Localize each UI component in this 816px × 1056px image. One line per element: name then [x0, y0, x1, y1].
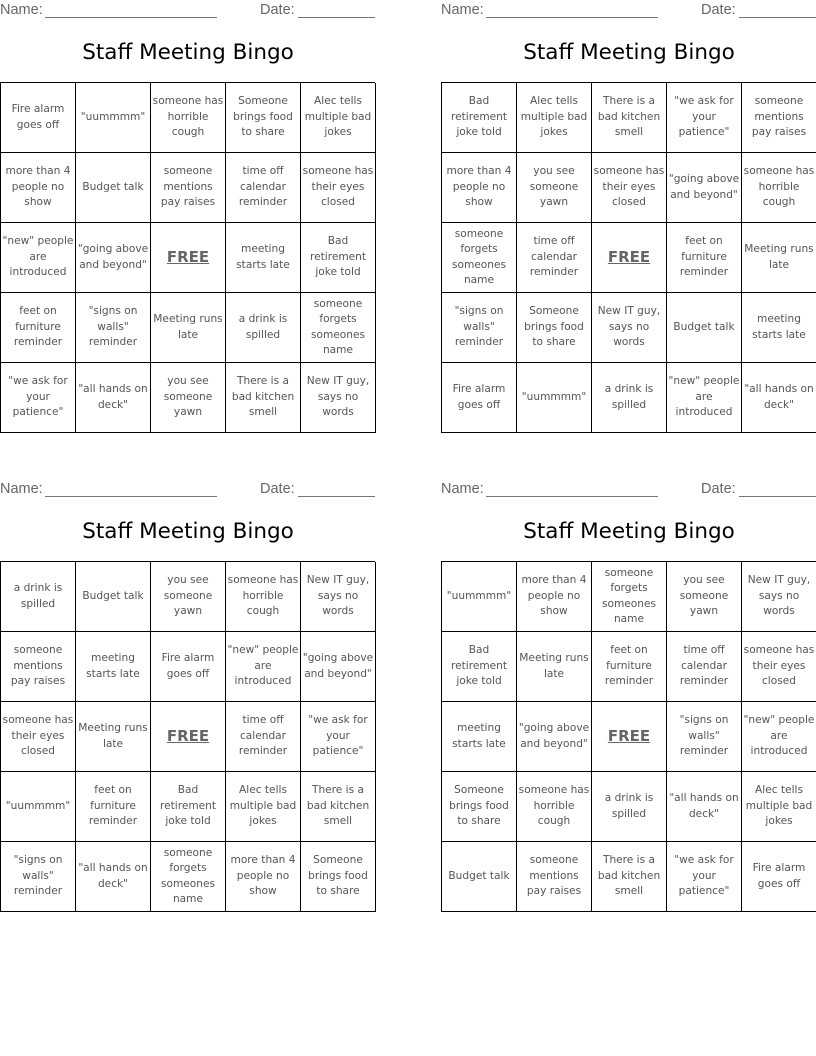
bingo-card-4 [441, 479, 816, 919]
bingo-cell: someone mentions pay raises [742, 83, 816, 153]
free-space-cell: FREE [151, 223, 226, 293]
bingo-grid [0, 561, 375, 912]
bingo-cell: Someone brings food to share [442, 772, 517, 842]
name-fill-line [486, 17, 658, 18]
bingo-cell: a drink is spilled [592, 363, 667, 433]
bingo-grid [0, 82, 375, 433]
bingo-card-2 [441, 0, 816, 440]
bingo-cell: meeting starts late [226, 223, 301, 293]
bingo-cell: Alec tells multiple bad jokes [301, 83, 376, 153]
bingo-cell: Bad retirement joke told [301, 223, 376, 293]
bingo-cell: someone forgets someones name [442, 223, 517, 293]
bingo-cell: New IT guy, says no words [742, 562, 816, 632]
date-label: Date: [260, 2, 295, 18]
bingo-cell: "all hands on deck" [742, 363, 816, 433]
bingo-cell: Meeting runs late [76, 702, 151, 772]
bingo-cell: time off calendar reminder [667, 632, 742, 702]
date-label: Date: [260, 481, 295, 497]
bingo-cell: someone has horrible cough [517, 772, 592, 842]
bingo-cell: Fire alarm goes off [742, 842, 816, 912]
bingo-cell: "uummmm" [1, 772, 76, 842]
bingo-cell: "signs on walls" reminder [442, 293, 517, 363]
bingo-cell: time off calendar reminder [517, 223, 592, 293]
name-date-row [0, 2, 376, 22]
bingo-cell: "all hands on deck" [76, 842, 151, 912]
date-fill-line [298, 496, 375, 497]
bingo-cell: New IT guy, says no words [592, 293, 667, 363]
bingo-cell: "new" people are introduced [742, 702, 816, 772]
bingo-cell: you see someone yawn [667, 562, 742, 632]
bingo-cell: Fire alarm goes off [1, 83, 76, 153]
bingo-cell: someone has horrible cough [742, 153, 816, 223]
bingo-cell: time off calendar reminder [226, 702, 301, 772]
bingo-cell: Someone brings food to share [517, 293, 592, 363]
bingo-cell: Bad retirement joke told [151, 772, 226, 842]
bingo-cell: Bad retirement joke told [442, 83, 517, 153]
bingo-cell: someone forgets someones name [301, 293, 376, 363]
bingo-cell: Budget talk [76, 562, 151, 632]
bingo-cell: more than 4 people no show [1, 153, 76, 223]
bingo-cell: There is a bad kitchen smell [301, 772, 376, 842]
bingo-cell: "signs on walls" reminder [667, 702, 742, 772]
bingo-cell: Fire alarm goes off [442, 363, 517, 433]
date-fill-line [739, 17, 816, 18]
card-title: Staff Meeting Bingo [523, 519, 735, 544]
bingo-cell: "new" people are introduced [1, 223, 76, 293]
bingo-cell: you see someone yawn [151, 562, 226, 632]
card-title: Staff Meeting Bingo [523, 40, 735, 65]
bingo-cell: "uummmm" [517, 363, 592, 433]
bingo-grid [441, 561, 816, 912]
bingo-cell: Budget talk [76, 153, 151, 223]
bingo-cell: you see someone yawn [517, 153, 592, 223]
bingo-cell: time off calendar reminder [226, 153, 301, 223]
bingo-cell: "new" people are introduced [226, 632, 301, 702]
bingo-cell: "new" people are introduced [667, 363, 742, 433]
date-label: Date: [701, 481, 736, 497]
bingo-cell: There is a bad kitchen smell [592, 842, 667, 912]
bingo-cell: someone mentions pay raises [1, 632, 76, 702]
bingo-cell: feet on furniture reminder [667, 223, 742, 293]
bingo-cell: someone mentions pay raises [517, 842, 592, 912]
bingo-cell: Alec tells multiple bad jokes [742, 772, 816, 842]
bingo-cell: someone has their eyes closed [742, 632, 816, 702]
bingo-cell: more than 4 people no show [442, 153, 517, 223]
bingo-cell: Someone brings food to share [301, 842, 376, 912]
bingo-cell: "signs on walls" reminder [1, 842, 76, 912]
bingo-cell: Alec tells multiple bad jokes [226, 772, 301, 842]
bingo-cell: "uummmm" [76, 83, 151, 153]
name-label: Name: [441, 2, 484, 18]
bingo-grid [441, 82, 816, 433]
bingo-cell: New IT guy, says no words [301, 562, 376, 632]
bingo-cell: "signs on walls" reminder [76, 293, 151, 363]
bingo-cell: "all hands on deck" [667, 772, 742, 842]
bingo-cell: Budget talk [442, 842, 517, 912]
name-label: Name: [0, 2, 43, 18]
bingo-cell: meeting starts late [442, 702, 517, 772]
bingo-cell: Someone brings food to share [226, 83, 301, 153]
bingo-cell: Meeting runs late [151, 293, 226, 363]
bingo-cell: New IT guy, says no words [301, 363, 376, 433]
bingo-cell: a drink is spilled [1, 562, 76, 632]
bingo-cell: feet on furniture reminder [592, 632, 667, 702]
bingo-cell: "we ask for your patience" [1, 363, 76, 433]
bingo-cell: "going above and beyond" [301, 632, 376, 702]
name-fill-line [486, 496, 658, 497]
bingo-cell: "we ask for your patience" [301, 702, 376, 772]
card-title: Staff Meeting Bingo [82, 40, 294, 65]
bingo-cell: someone has their eyes closed [592, 153, 667, 223]
date-fill-line [298, 17, 375, 18]
name-fill-line [45, 17, 217, 18]
bingo-card-3 [0, 479, 376, 919]
bingo-cell: "going above and beyond" [76, 223, 151, 293]
bingo-cell: "uummmm" [442, 562, 517, 632]
name-date-row [441, 2, 816, 22]
date-fill-line [739, 496, 816, 497]
bingo-cell: feet on furniture reminder [1, 293, 76, 363]
bingo-cell: meeting starts late [742, 293, 816, 363]
bingo-cell: Bad retirement joke told [442, 632, 517, 702]
free-space-cell: FREE [151, 702, 226, 772]
bingo-cell: Meeting runs late [742, 223, 816, 293]
bingo-cell: someone mentions pay raises [151, 153, 226, 223]
name-label: Name: [441, 481, 484, 497]
bingo-cell: more than 4 people no show [517, 562, 592, 632]
card-title: Staff Meeting Bingo [82, 519, 294, 544]
bingo-cell: you see someone yawn [151, 363, 226, 433]
bingo-cell: more than 4 people no show [226, 842, 301, 912]
name-date-row [441, 481, 816, 501]
bingo-cell: a drink is spilled [592, 772, 667, 842]
bingo-cell: meeting starts late [76, 632, 151, 702]
free-space-cell: FREE [592, 223, 667, 293]
bingo-cell: someone has their eyes closed [301, 153, 376, 223]
bingo-cell: Budget talk [667, 293, 742, 363]
bingo-cell: someone forgets someones name [592, 562, 667, 632]
bingo-card-1 [0, 0, 376, 440]
bingo-cell: Fire alarm goes off [151, 632, 226, 702]
bingo-cell: There is a bad kitchen smell [592, 83, 667, 153]
bingo-cell: Meeting runs late [517, 632, 592, 702]
bingo-cell: There is a bad kitchen smell [226, 363, 301, 433]
bingo-cell: "all hands on deck" [76, 363, 151, 433]
bingo-cell: "going above and beyond" [517, 702, 592, 772]
bingo-cell: someone forgets someones name [151, 842, 226, 912]
bingo-cell: someone has horrible cough [226, 562, 301, 632]
bingo-cell: a drink is spilled [226, 293, 301, 363]
bingo-cell: Alec tells multiple bad jokes [517, 83, 592, 153]
name-fill-line [45, 496, 217, 497]
bingo-cell: someone has horrible cough [151, 83, 226, 153]
bingo-cell: "we ask for your patience" [667, 83, 742, 153]
bingo-cell: someone has their eyes closed [1, 702, 76, 772]
date-label: Date: [701, 2, 736, 18]
name-date-row [0, 481, 376, 501]
free-space-cell: FREE [592, 702, 667, 772]
bingo-cell: feet on furniture reminder [76, 772, 151, 842]
bingo-cell: "going above and beyond" [667, 153, 742, 223]
bingo-cell: "we ask for your patience" [667, 842, 742, 912]
name-label: Name: [0, 481, 43, 497]
